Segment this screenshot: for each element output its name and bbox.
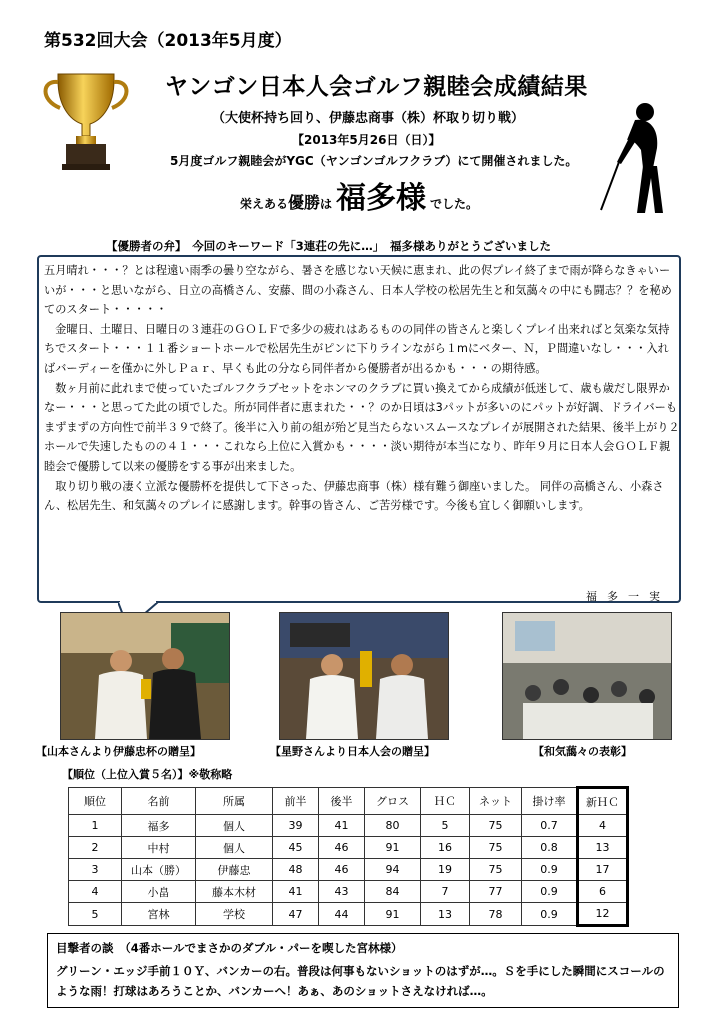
table-cell: 41 xyxy=(319,815,365,837)
table-header: 掛け率 xyxy=(522,788,578,815)
table-cell: 0.9 xyxy=(522,881,578,903)
held-notice: 5月度ゴルフ親睦会がYGC（ヤンゴンゴルフクラブ）にて開催されました。 xyxy=(170,154,578,168)
table-row xyxy=(69,815,628,837)
table-cell: 17 xyxy=(578,859,628,881)
table-row xyxy=(69,881,628,903)
table-cell: 94 xyxy=(365,859,421,881)
trophy-icon xyxy=(36,66,136,176)
table-cell: 3 xyxy=(69,859,122,881)
table-cell: 5 xyxy=(421,815,470,837)
witness-text: グリーン・エッジ手前１０Ｙ、バンカーの右。普段は何事もないショットのはずが…。Ｓを手にした瞬間にスコールのような雨！打球はあろうことか、バンカーへ！あぁ、あのショットさえなければ…。 xyxy=(56,964,665,998)
table-cell: 91 xyxy=(365,903,421,926)
photo-caption: 【星野さんより日本人会の贈呈】 xyxy=(270,745,435,758)
table-header: 名前 xyxy=(122,788,196,815)
table-cell: 39 xyxy=(273,815,319,837)
table-cell: 宮林 xyxy=(122,903,196,926)
table-row xyxy=(69,903,628,926)
table-cell: 0.7 xyxy=(522,815,578,837)
speech-heading: 【優勝者の弁】 今回のキーワード「3連荘の先に…」 福多様ありがとうございました xyxy=(106,239,551,253)
table-cell: 小畠 xyxy=(122,881,196,903)
table-cell: 福多 xyxy=(122,815,196,837)
table-cell: 7 xyxy=(421,881,470,903)
winner-particle: は xyxy=(320,197,333,211)
winner-announcement xyxy=(240,173,478,217)
table-cell: 学校 xyxy=(196,903,273,926)
table-header: 新ＨＣ xyxy=(578,788,628,815)
table-cell: 0.8 xyxy=(522,837,578,859)
winner-suffix: でした。 xyxy=(430,197,479,211)
speech-paragraph: 金曜日、土曜日、日曜日の３連荘のＧＯＬＦで多少の疲れはあるものの同伴の皆さんと楽しくプレイ出来ればと気楽な気持ちでスタート・・・１１番ショートホールで松居先生がピンに下りラインながら１mにベター、Ｎ，Ｐ間違いなし・・・入ればバーディーを僅かに外しＰａｒ、早くも此の分なら同伴者から優勝者が出るかも・・・の期待感。 xyxy=(44,322,670,375)
table-header: ネット xyxy=(470,788,522,815)
table-cell: 75 xyxy=(470,859,522,881)
table-cell: 78 xyxy=(470,903,522,926)
table-header-row xyxy=(69,788,628,815)
table-cell: 0.9 xyxy=(522,859,578,881)
table-cell: 0.9 xyxy=(522,903,578,926)
photo-trophy-presentation-2 xyxy=(279,612,449,740)
ranking-heading: 【順位（上位入賞５名）】※敬称略 xyxy=(62,768,233,781)
table-cell: 75 xyxy=(470,837,522,859)
table-header: 後半 xyxy=(319,788,365,815)
table-cell: 伊藤忠 xyxy=(196,859,273,881)
table-cell: 46 xyxy=(319,859,365,881)
table-cell: 47 xyxy=(273,903,319,926)
table-cell: 46 xyxy=(319,837,365,859)
speech-paragraph: 五月晴れ・・・？とは程遠い雨季の曇り空ながら、暑さを感じない天候に恵まれ、此の侭プレイ終了まで雨が降らなきゃいーいが・・・と思いながら、日立の高橋さん、安藤、間の小森さん、日本人学校の松居先生と和気藹々の中にも闘志？？を秘めてのスタート・・・・・ xyxy=(44,264,672,317)
table-cell: 6 xyxy=(578,881,628,903)
photo-trophy-presentation-1 xyxy=(60,612,230,740)
table-cell: 4 xyxy=(578,815,628,837)
table-cell: 13 xyxy=(421,903,470,926)
table-cell: 19 xyxy=(421,859,470,881)
table-cell: 2 xyxy=(69,837,122,859)
table-cell: 5 xyxy=(69,903,122,926)
table-cell: 4 xyxy=(69,881,122,903)
table-row xyxy=(69,859,628,881)
winner-prefix: 栄えある xyxy=(240,197,289,211)
table-cell: 個人 xyxy=(196,815,273,837)
subtitle: （大使杯持ち回り、伊藤忠商事（株）杯取り切り戦） xyxy=(212,111,525,126)
table-cell: 藤本木材 xyxy=(196,881,273,903)
table-cell: 13 xyxy=(578,837,628,859)
table-cell: 77 xyxy=(470,881,522,903)
table-cell: 41 xyxy=(273,881,319,903)
main-title: ヤンゴン日本人会ゴルフ親睦会成績結果 xyxy=(165,74,588,100)
speech-text xyxy=(44,261,680,516)
winner-name: 福多様 xyxy=(336,181,427,216)
table-header: 前半 xyxy=(273,788,319,815)
winner-label: 優勝 xyxy=(288,193,321,212)
photo-caption: 【和気藹々の表彰】 xyxy=(533,745,632,758)
results-table xyxy=(68,786,629,927)
table-cell: 1 xyxy=(69,815,122,837)
table-cell: 山本（勝） xyxy=(122,859,196,881)
photo-award-ceremony xyxy=(502,612,672,740)
table-cell: 12 xyxy=(578,903,628,926)
table-cell: 43 xyxy=(319,881,365,903)
event-date: 【2013年5月26日（日）】 xyxy=(292,133,441,147)
table-cell: 91 xyxy=(365,837,421,859)
table-row xyxy=(69,837,628,859)
table-header: 所属 xyxy=(196,788,273,815)
table-cell: 個人 xyxy=(196,837,273,859)
table-header: グロス xyxy=(365,788,421,815)
table-cell: 中村 xyxy=(122,837,196,859)
golfer-silhouette-icon xyxy=(597,98,677,218)
speech-paragraph: 数ヶ月前に此れまで使っていたゴルフクラブセットをホンマのクラブに買い換えてから成績が低迷して、歳も歳だし限界かなー・・・と思ってた此の頃でした。所が同伴者に恵まれた・・？のか日頃は3パットが多いのにパットが好調、ドライバーもまずまずの方向性で前半３９で終了。後半に入り前の組が殆ど見当たらないスムースなプレイが展開された結果、後半上がり２ホールで失速したものの４１・・・これなら上位に入賞かも・・・・淡い期待が本当になり、昨年９月に日本人会ＧＯＬＦ親睦会で優勝して以来の優勝をする事が出来ました。 xyxy=(44,381,680,473)
table-cell: 80 xyxy=(365,815,421,837)
table-cell: 44 xyxy=(319,903,365,926)
table-cell: 16 xyxy=(421,837,470,859)
event-header: 第532回大会（2013年5月度） xyxy=(44,31,292,51)
table-cell: 75 xyxy=(470,815,522,837)
witness-heading: 目撃者の談 （4番ホールでまさかのダブル・パーを喫した宮林様） xyxy=(56,941,403,955)
table-header: 順位 xyxy=(69,788,122,815)
table-cell: 45 xyxy=(273,837,319,859)
photo-caption: 【山本さんより伊藤忠杯の贈呈】 xyxy=(36,745,201,758)
speech-paragraph: 取り切り戦の凄く立派な優勝杯を提供して下さった、伊藤忠商事（株）様有難う御座いました。 同伴の高橋さん、小森さん、松居先生、和気藹々のプレイに感謝します。幹事の皆さん、ご苦労様です。今後も宜しく御願いします。 xyxy=(44,479,664,513)
table-header: ＨＣ xyxy=(421,788,470,815)
table-cell: 84 xyxy=(365,881,421,903)
table-cell: 48 xyxy=(273,859,319,881)
signature: 福多一実 xyxy=(586,590,670,603)
